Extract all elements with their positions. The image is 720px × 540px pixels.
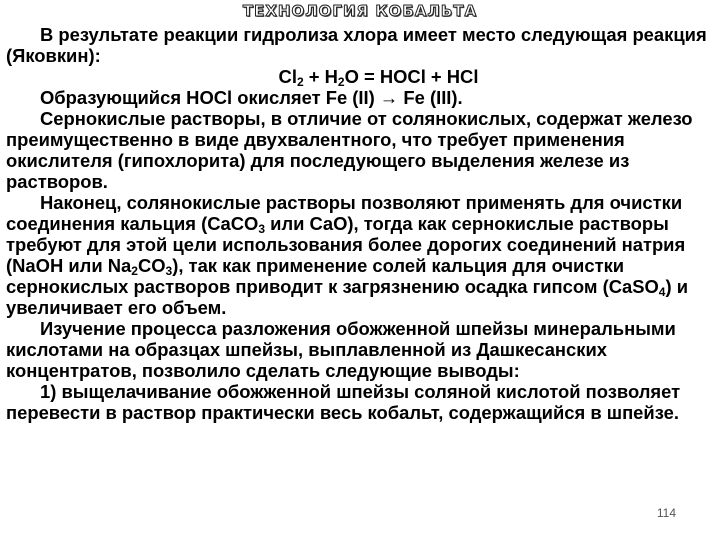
subscript: 2 (131, 264, 138, 278)
eq-part: O = HOCl + HCl (344, 66, 479, 87)
subscript: 3 (165, 264, 173, 278)
paragraph-chloride-solutions (6, 192, 711, 318)
page-number: 114 (656, 506, 676, 520)
slide-title: ТЕХНОЛОГИЯ КОБАЛЬТА (242, 2, 478, 20)
subscript: 3 (258, 222, 266, 236)
subscript: 4 (658, 285, 666, 299)
eq-part: + H (303, 66, 338, 87)
paragraph-study: Изучение процесса разложения обожженной шпейзы минеральными кислотами на образцах шпейзы, выплавленной из Дашкесанских концентратов, позволило сделать следующие выводы: (6, 318, 676, 381)
slide-body (6, 24, 711, 423)
eq-subscript: 2 (337, 75, 345, 89)
reaction-equation (6, 66, 711, 87)
paragraph-sulfate-solutions: Сернокислые растворы, в отличие от солянокислых, содержат железо преимущественно в виде двухвалентного, что требует применения окислителя (гипохлорита) для последующего выделения железе из растворов. (6, 108, 693, 192)
text-run: или CaO), тогда как сернокислые растворы требуют для этой цели использования более дорогих соединений натрия (NaOH или Na (6, 213, 686, 276)
paragraph-conclusion-1: 1) выщелачивание обожженной шпейзы соляной кислотой позволяет перевести в раствор практически весь кобальт, содержащийся в шпейзе. (6, 381, 681, 423)
text-run: CO (137, 255, 166, 276)
paragraph-oxidation: Образующийся HOCl окисляет Fe (II) → Fe (III). (40, 87, 463, 108)
paragraph-intro: В результате реакции гидролиза хлора имеет место следующая реакция (Яковкин): (6, 24, 707, 66)
text-run: ) и увеличивает его объем. (6, 276, 689, 318)
eq-part: Cl (278, 66, 297, 87)
text-run: Наконец, солянокислые растворы позволяют применять для очистки соединения кальция (CaCO (6, 192, 683, 234)
text-run: ), так как применение солей кальция для очистки сернокислых растворов приводит к загрязнению осадка гипсом (CaSO (6, 255, 659, 297)
eq-subscript: 2 (296, 75, 304, 89)
